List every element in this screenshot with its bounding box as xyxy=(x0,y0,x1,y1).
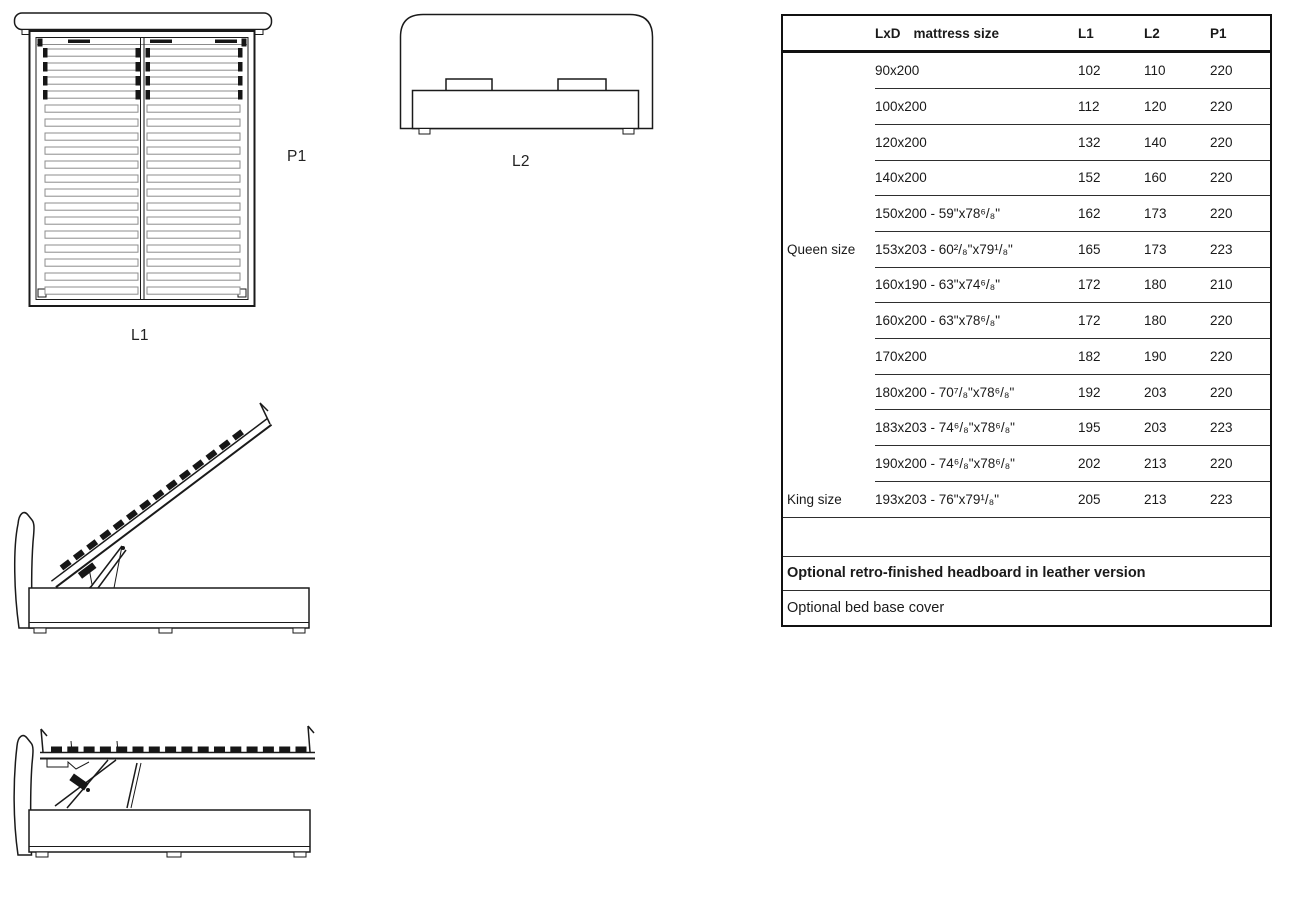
table-cell: 223 xyxy=(1210,491,1233,507)
table-row xyxy=(783,481,1270,517)
table-row xyxy=(783,410,1270,446)
table-cell: 172 xyxy=(1078,277,1101,293)
table-cell: 160x190 - 63"x74⁶/₈" xyxy=(875,277,1001,293)
table-cell: 220 xyxy=(1210,384,1233,400)
table-row xyxy=(783,267,1270,303)
table-cell: 190 xyxy=(1144,348,1167,364)
table-cell: 153x203 - 60²/₈"x79¹/₈" xyxy=(875,241,1013,257)
table-cell: King size xyxy=(787,491,842,507)
slat-frame-horizontal xyxy=(51,747,307,753)
table-row xyxy=(783,231,1270,267)
table-cell xyxy=(783,160,875,196)
table-cell: 205 xyxy=(1078,491,1101,507)
table-cell: 223 xyxy=(1210,420,1233,436)
header-category xyxy=(783,16,875,50)
table-row xyxy=(783,374,1270,410)
table-cell: 102 xyxy=(1078,63,1101,79)
table-header-row xyxy=(783,16,1270,53)
table-cell: 165 xyxy=(1078,241,1101,257)
table-cell: 210 xyxy=(1210,277,1233,293)
headboard-top-outline xyxy=(15,13,272,30)
table-cell xyxy=(783,303,875,339)
table-cell: 112 xyxy=(1078,99,1100,115)
table-cell: 220 xyxy=(1210,170,1233,186)
table-row xyxy=(783,446,1270,482)
table-row xyxy=(783,303,1270,339)
bed-top-view-diagram xyxy=(10,8,310,353)
table-cell: 150x200 - 59"x78⁶/₈" xyxy=(875,206,1001,222)
table-cell xyxy=(783,267,875,303)
table-cell: 220 xyxy=(1210,348,1233,364)
table-cell: 202 xyxy=(1078,455,1101,471)
table-cell: 213 xyxy=(1144,455,1167,471)
table-cell: 160x200 - 63"x78⁶/₈" xyxy=(875,313,1001,329)
table-row xyxy=(783,339,1270,375)
table-cell: 183x203 - 74⁶/₈"x78⁶/₈" xyxy=(875,420,1015,436)
mattress-size-table xyxy=(781,14,1272,627)
table-cell: 160 xyxy=(1144,170,1167,186)
table-cell: 90x200 xyxy=(875,63,920,79)
table-cell: 172 xyxy=(1078,313,1101,329)
bed-side-view-lifted-diagram xyxy=(10,690,330,895)
table-cell: 180x200 - 70⁷/₈"x78⁶/₈" xyxy=(875,384,1015,400)
table-cell: 220 xyxy=(1210,63,1233,79)
table-cell: 120 xyxy=(1144,99,1167,115)
table-cell: 182 xyxy=(1078,348,1101,364)
table-cell: 170x200 xyxy=(875,348,927,364)
note-optional-headboard: Optional retro-finished headboard in leather version xyxy=(787,565,1146,582)
table-cell: 220 xyxy=(1210,134,1233,150)
table-cell: 203 xyxy=(1144,420,1167,436)
table-cell: 180 xyxy=(1144,313,1167,329)
table-cell: 152 xyxy=(1078,170,1101,186)
header-mattress: mattress size xyxy=(913,25,1000,41)
dimension-label-l1: L1 xyxy=(131,327,149,344)
table-cell: 220 xyxy=(1210,313,1233,329)
header-p1: P1 xyxy=(1210,25,1227,41)
table-cell: 190x200 - 74⁶/₈"x78⁶/₈" xyxy=(875,455,1015,471)
table-cell: 162 xyxy=(1078,206,1101,222)
table-cell: 193x203 - 76"x79¹/₈" xyxy=(875,491,1000,507)
table-cell xyxy=(783,374,875,410)
table-cell xyxy=(783,339,875,375)
table-cell: 140 xyxy=(1144,134,1167,150)
table-cell: 203 xyxy=(1144,384,1167,400)
table-cell: 173 xyxy=(1144,206,1167,222)
table-cell: 195 xyxy=(1078,420,1101,436)
table-cell: 220 xyxy=(1210,455,1233,471)
bed-base-side-outline-2 xyxy=(29,810,310,852)
slat-frame-tilted xyxy=(36,413,283,612)
note-optional-cover: Optional bed base cover xyxy=(787,599,945,616)
header-lxd: LxD xyxy=(875,25,901,41)
table-row xyxy=(783,89,1270,125)
bed-front-view-diagram xyxy=(390,8,660,148)
table-cell: 132 xyxy=(1078,134,1101,150)
table-cell: 220 xyxy=(1210,206,1233,222)
table-cell: 180 xyxy=(1144,277,1167,293)
table-body xyxy=(783,53,1270,517)
table-cell: 110 xyxy=(1144,63,1166,79)
table-cell xyxy=(783,446,875,482)
header-mattress-size xyxy=(875,16,1078,50)
table-cell: 173 xyxy=(1144,241,1167,257)
frame-pin-right xyxy=(308,726,310,752)
table-cell: 140x200 xyxy=(875,170,927,186)
table-row xyxy=(783,53,1270,89)
table-row xyxy=(783,160,1270,196)
table-empty-row xyxy=(783,518,1270,556)
table-cell: 220 xyxy=(1210,99,1233,115)
dimension-label-p1: P1 xyxy=(287,148,307,165)
table-cell: 223 xyxy=(1210,241,1233,257)
table-cell: 213 xyxy=(1144,491,1167,507)
table-cell xyxy=(783,53,875,89)
table-cell: 120x200 xyxy=(875,134,927,150)
bed-base-front-outline xyxy=(413,91,639,129)
table-row xyxy=(783,196,1270,232)
table-cell xyxy=(783,89,875,125)
header-l2: L2 xyxy=(1144,25,1160,41)
table-cell xyxy=(783,196,875,232)
dimension-label-l2: L2 xyxy=(512,153,530,170)
table-cell: 192 xyxy=(1078,384,1101,400)
table-cell xyxy=(783,124,875,160)
table-cell: 100x200 xyxy=(875,99,927,115)
table-row xyxy=(783,124,1270,160)
table-cell: Queen size xyxy=(787,241,856,257)
bed-side-view-open-diagram xyxy=(10,400,330,645)
frame-pin-left xyxy=(41,729,43,752)
header-l1: L1 xyxy=(1078,25,1094,41)
table-cell xyxy=(783,410,875,446)
